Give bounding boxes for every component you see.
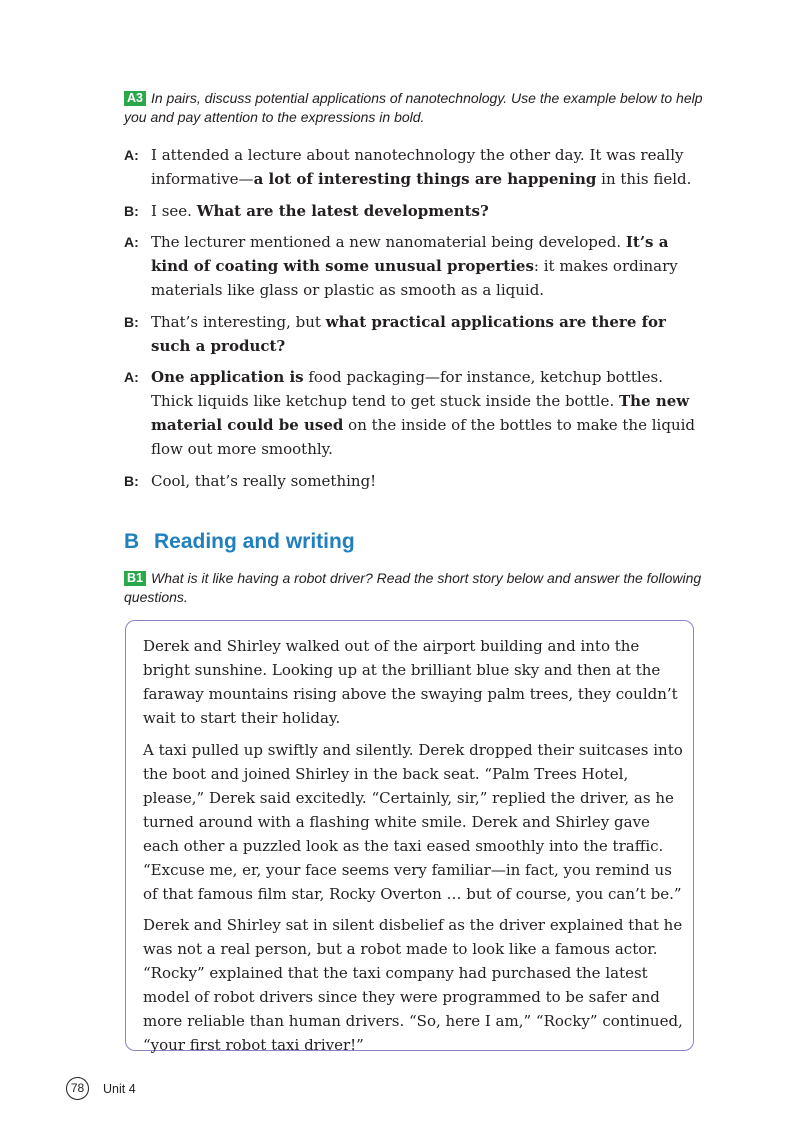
b1-tag: B1 — [124, 571, 146, 586]
story-text — [143, 634, 683, 1065]
dialogue-text: : it makes ordinary materials like glass or plastic as smooth as a liquid. — [151, 257, 678, 299]
dialogue-turn — [124, 365, 699, 461]
speaker-label: A: — [124, 369, 139, 385]
a3-tag: A3 — [124, 91, 146, 106]
speaker-label: A: — [124, 147, 139, 163]
bold-expression: What are the latest developments? — [196, 201, 489, 220]
a3-instruction-text: In pairs, discuss potential applications of nanotechnology. Use the example below to help you and pay attention to the expressions in bold. — [124, 90, 703, 125]
dialogue — [124, 143, 699, 500]
page-number: 78 — [66, 1077, 89, 1100]
dialogue-turn — [124, 230, 699, 302]
dialogue-turn — [124, 143, 699, 191]
section-heading — [124, 530, 355, 554]
section-letter: B — [124, 530, 140, 553]
story-paragraph: A taxi pulled up swiftly and silently. Derek dropped their suitcases into the boot and joined Shirley in the back seat. “Palm Trees Hotel, please,” Derek said excitedly. “Certainly, sir,” replied the driver, as he turned around with a flashing white smile. Derek and Shirley gave each other a puzzled look as the taxi eased smoothly into the traffic. “Excuse me, er, your face seems very familiar—in fact, you remind us of that famous film star, Rocky Overton … but of course, you can’t be.” — [143, 740, 683, 903]
dialogue-text: The lecturer mentioned a new nanomaterial being developed. — [151, 233, 626, 251]
b1-instruction-text: What is it like having a robot driver? Read the short story below and answer the following questions. — [124, 570, 702, 605]
b1-instruction — [124, 569, 704, 607]
dialogue-text: in this field. — [596, 170, 692, 188]
dialogue-turn — [124, 310, 699, 358]
dialogue-text: food packaging—for instance, ketchup bottles. Thick liquids like ketchup tend to get stuck inside the bottle. — [151, 368, 664, 410]
speaker-label: B: — [124, 202, 139, 219]
speaker-label: A: — [124, 234, 139, 250]
dialogue-text: I attended a lecture about nanotechnology the other day. It was really informative— — [151, 146, 684, 188]
dialogue-text: I see. — [151, 201, 197, 220]
bold-expression: a lot of interesting things are happening — [253, 170, 597, 188]
dialogue-text: Cool, that’s really something! — [151, 471, 377, 490]
dialogue-text: on the inside of the bottles to make the liquid flow out more smoothly. — [151, 416, 695, 458]
bold-expression: One application is — [151, 368, 304, 386]
bold-expression: It’s a kind of coating with some unusual properties — [151, 233, 669, 275]
section-title: Reading and writing — [154, 530, 355, 553]
dialogue-text: That’s interesting, but — [151, 312, 326, 331]
dialogue-turn — [124, 469, 699, 493]
a3-instruction — [124, 89, 704, 127]
story-paragraph: Derek and Shirley sat in silent disbelief as the driver explained that he was not a real person, but a robot made to look like a famous actor. “Rocky” explained that the taxi company had purchased the latest model of robot drivers since they were programmed to be safer and more reliable than human drivers. “So, here I am,” “Rocky” continued, “your first robot taxi driver!” — [143, 916, 683, 1054]
bold-expression: what practical applications are there for such a product? — [151, 312, 666, 355]
unit-label: Unit 4 — [103, 1082, 136, 1096]
speaker-label: B: — [124, 472, 139, 489]
bold-expression: The new material could be used — [151, 392, 690, 434]
dialogue-turn — [124, 199, 699, 223]
story-paragraph: Derek and Shirley walked out of the airport building and into the bright sunshine. Looking up at the brilliant blue sky and then at the faraway mountains rising above the swaying palm trees, they couldn’t wait to start their holiday. — [143, 637, 678, 727]
speaker-label: B: — [124, 313, 139, 330]
